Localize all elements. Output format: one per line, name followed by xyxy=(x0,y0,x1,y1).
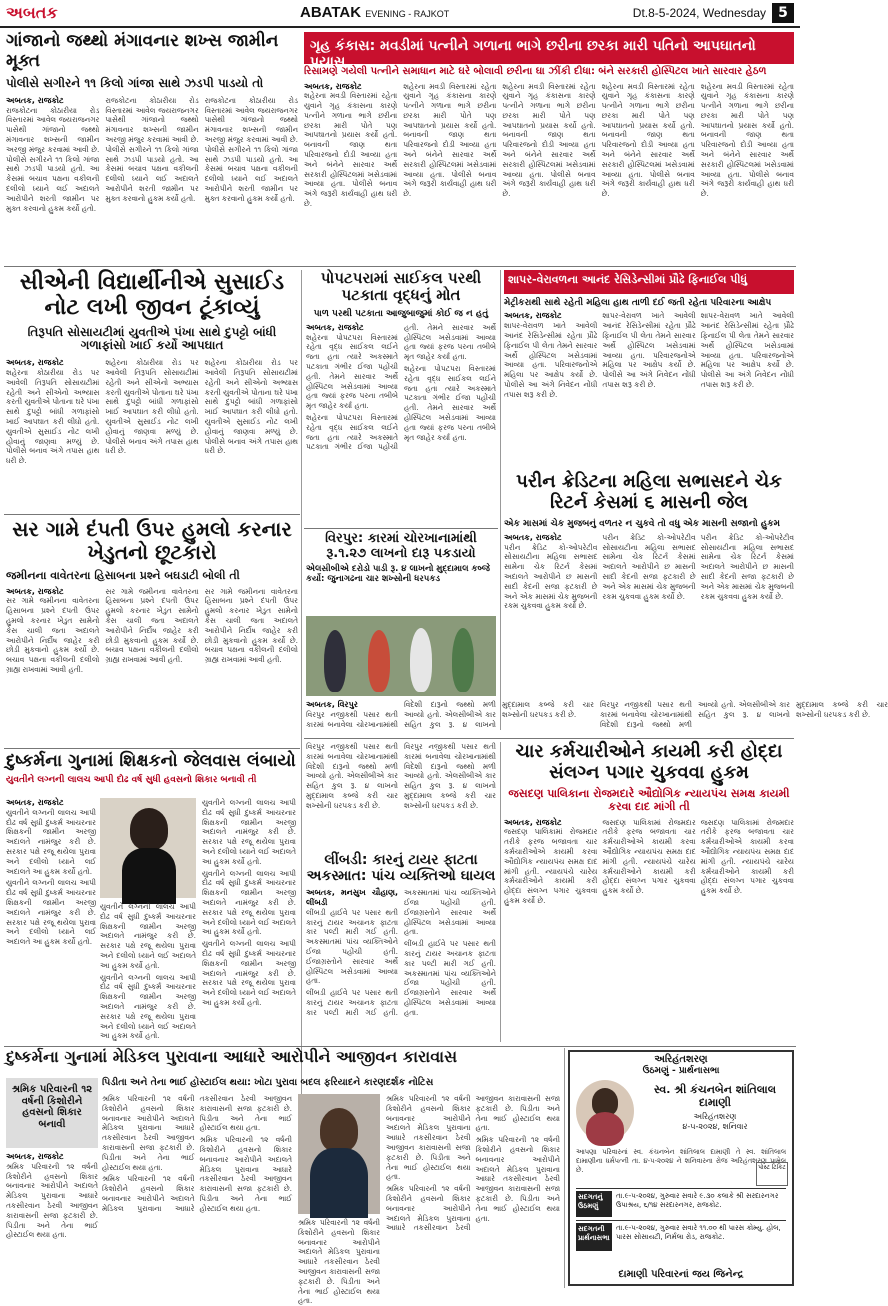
article-sar-village xyxy=(6,518,298,744)
deceased-name: સ્વ. શ્રી કંચનબેન શાંતિલાલ દામાણી xyxy=(653,1083,777,1109)
subheadline: એલસીબીએ દરોડો પાડી રૂ. ૪ લાખનો મુદ્દામાલ કબ્જે કર્યો: જુનાગઢના ચાર શખ્સોની ધરપકડ xyxy=(306,563,490,584)
status-label: અરિહંતશરણ xyxy=(693,1112,737,1122)
ad-footer: દામાણી પરિવારનાં જય જિનેન્દ્ર xyxy=(618,1268,744,1280)
article-body: અબતક, રાજકોટ જસદણ પાલિકામાં રોજમદાર તરીકે ફરજ બજાવતા ચાર કર્મચારીઓએ કાયમી કરવા ઔદ્યોગિક ન્યાયપંચ સમક્ષ દાદ માંગી હતી. ન્યાયપંચે ચારેય કર્મચારીઓને કાયમી કરી હોદ્દા સંલગ્ન પગાર ચુકવવા હુકમ કર્યો છે. જસદણ પાલિકામાં રોજમદાર તરીકે ફરજ બજાવતા ચાર કર્મચારીઓએ કાયમી કરવા ઔદ્યોગિક ન્યાયપંચ સમક્ષ દાદ માંગી હતી. ન્યાયપંચે ચારેય કર્મચારીઓને કાયમી કરી હોદ્દા સંલગ્ન પગાર ચુકવવા હુકમ કર્યો છે. જસદણ પાલિકામાં રોજમદાર તરીકે ફરજ બજાવતા ચાર કર્મચારીઓએ કાયમી કરવા ઔદ્યોગિક ન્યાયપંચ સમક્ષ દાદ માંગી હતી. ન્યાયપંચે ચારેય કર્મચારીઓને કાયમી કરી હોદ્દા સંલગ્ન પગાર ચુકવવા હુકમ કર્યો છે. xyxy=(504,817,794,906)
headline: ગાંજાનો જથ્થો મંગાવનાર શખ્સ જામીન મૂક્ત xyxy=(6,31,279,71)
prayer-details: તા.૯-૫-૨૦૨૪, ગુરુવાર સવારે ૧૧.૦૦ થી પારસ કોમ્યુ. હોલ, પારસ સોસાયટી, નિર્મલા રોડ, રાજકોટ. xyxy=(616,1224,781,1241)
subheadline: પાળ પરથી પટકાતા આજુબાજુમાં કોઈ જ ન હતું xyxy=(313,308,489,319)
article-body: અબતક, રાજકોટ યુવતીને લગ્નની લાલચ આપી દોઢ વર્ષ સુધી દુષ્કર્મ આચરનાર શિક્ષકની જામીન અરજી અદાલતે નામંજુર કરી છે. સરકાર પક્ષે રજૂ થયેલા પુરાવા અને દલીલો ધ્યાને લઈ અદાલતે આ હુકમ કર્યો હતો. યુવતીને લગ્નની લાલચ આપી દોઢ વર્ષ સુધી દુષ્કર્મ આચરનાર શિક્ષકની જામીન અરજી અદાલતે નામંજુર કરી છે. સરકાર પક્ષે રજૂ થયેલા પુરાવા અને દલીલો ધ્યાને લઈ અદાલતે આ હુકમ કર્યો હતો. xyxy=(6,798,96,947)
uthamnu-label: સદગતનું ઉઠમણું xyxy=(576,1191,612,1217)
subheadline: જસદણ પાલિકાના રોજમદારે ઔદ્યોગિક ન્યાયપંચ સમક્ષ કાયમી કરવા દાદ માંગી તી xyxy=(508,787,790,814)
kicker-box: શ્રમિક પરિવારની ૧૨ વર્ષની કિશોરીને હવસનો શિકાર બનાવી xyxy=(6,1078,98,1148)
subheadline: મેટ્રીકરાથી સાથે રહેતી મહિલા હાથ તાળી દઈ જતી રહેતા પરિવારના આક્ષેપ xyxy=(504,298,772,308)
article-life-sentence-headline xyxy=(6,1048,562,1074)
article-ca-student xyxy=(6,270,298,510)
masthead xyxy=(0,0,800,28)
byline: અબતક, રાજકોટ xyxy=(6,586,64,596)
headline: ચાર કર્મચારીઓને કાયમી કરી હોદ્દા સંલગ્ન પગાર ચુકવવા હુકમ xyxy=(515,741,783,783)
headline: દુષ્કર્મના ગુનામાં મેડિકલ પુરાવાના આધારે આરોપીને આજીવન કારાવાસ xyxy=(6,1047,458,1066)
article-cheque-return xyxy=(504,472,794,730)
article-body: અબતક, મનસુખ ચૌહાણ, લીંબડી લીંબડી હાઈવે પર પસાર થતી કારનું ટાયર અચાનક ફાટતા કાર પલ્ટી મારી ગઈ હતી. અકસ્માતમાં પાંચ વ્યક્તિઓને ઈજા પહોંચી હતી. ઈજાગ્રસ્તોને સારવાર અર્થે હોસ્પિટલ ખસેડવામાં આવ્યા હતા. લીંબડી હાઈવે પર પસાર થતી કારનું ટાયર અચાનક ફાટતા કાર પલ્ટી મારી ગઈ હતી. અકસ્માતમાં પાંચ વ્યક્તિઓને ઈજા પહોંચી હતી. ઈજાગ્રસ્તોને સારવાર અર્થે હોસ્પિટલ ખસેડવામાં આવ્યા હતા. લીંબડી હાઈવે પર પસાર થતી કારનું ટાયર અચાનક ફાટતા કાર પલ્ટી મારી ગઈ હતી. અકસ્માતમાં પાંચ વ્યક્તિઓને ઈજા પહોંચી હતી. ઈજાગ્રસ્તોને સારવાર અર્થે હોસ્પિટલ ખસેડવામાં આવ્યા હતા. xyxy=(306,888,496,1017)
headline: દુષ્કર્મના ગુનામાં શિક્ષકનો જેલવાસ લંબાયો xyxy=(6,751,296,771)
article-body: શ્રમિક પરિવારની ૧૨ વર્ષની કિશોરીને હવસનો શિકાર બનાવનાર આરોપીને અદાલતે મેડિકલ પુરાવાના આધારે તકસીરવાન ઠેરવી આજીવન કારાવાસની સજા ફટકારી છે. પિડીતા અને તેના ભાઈ હોસ્ટાઈલ થયા હતા. શ્રમિક પરિવારની ૧૨ વર્ષની કિશોરીને હવસનો શિકાર બનાવનાર આરોપીને અદાલતે મેડિકલ પુરાવાના આધારે તકસીરવાન ઠેરવી આજીવન કારાવાસની સજા ફટકારી છે. પિડીતા અને તેના ભાઈ હોસ્ટાઈલ થયા હતા. શ્રમિક પરિવારની ૧૨ વર્ષની કિશોરીને હવસનો શિકાર બનાવનાર આરોપીને અદાલતે મેડિકલ પુરાવાના આધારે તકસીરવાન ઠેરવી આજીવન કારાવાસની સજા ફટકારી છે. પિડીતા અને તેના ભાઈ હોસ્ટાઈલ થયા હતા. xyxy=(102,1094,292,1213)
article-teacher-custody: દુષ્કર્મના ગુનામાં શિક્ષકનો જેલવાસ લંબાયો યુવતીને લગ્નની લાલચ આપી દોઢ વર્ષ સુધી હવસનો શિકાર બનાવી તી અબતક, રાજકોટ યુવતીને લગ્નની લાલચ આપી દોઢ વર્ષ સુધી દુષ્કર્મ આચરનાર શિક્ષકની જામીન અરજી અદાલતે નામંજુર કરી છે. સરકાર પક્ષે રજૂ થયેલા પુરાવા અને દલીલો ધ્યાને લઈ અદાલતે આ હુકમ કર્યો હતો. યુવતીને લગ્નની લાલચ આપી દોઢ વર્ષ સુધી દુષ્કર્મ આચરનાર શિક્ષકની જામીન અરજી અદાલતે નામંજુર કરી છે. સરકાર પક્ષે રજૂ થયેલા પુરાવા અને દલીલો ધ્યાને લઈ અદાલતે આ હુકમ કર્યો હતો. યુવતીને લગ્નની લાલચ આપી દોઢ વર્ષ સુધી દુષ્કર્મ આચરનાર શિક્ષકની જામીન અરજી અદાલતે નામંજુર કરી છે. સરકાર પક્ષે રજૂ થયેલા પુરાવા અને દલીલો ધ્યાને લઈ અદાલતે આ હુકમ કર્યો હતો. યુવતીને લગ્નની લાલચ આપી દોઢ વર્ષ સુધી દુષ્કર્મ આચરનાર શિક્ષકની જામીન અરજી અદાલતે નામંજુર કરી છે. સરકાર પક્ષે રજૂ થયેલા પુરાવા અને દલીલો ધ્યાને લઈ અદાલતે આ હુકમ કર્યો હતો. યુવતીને લગ્નની લાલચ આપી દોઢ વર્ષ સુધી દુષ્કર્મ આચરનાર શિક્ષકની જામીન અરજી અદાલતે નામંજુર કરી છે. સરકાર પક્ષે રજૂ થયેલા પુરાવા અને દલીલો ધ્યાને લઈ અદાલતે આ હુકમ કર્યો હતો. યુવતીને લગ્નની લાલચ આપી દોઢ વર્ષ સુધી દુષ્કર્મ આચરનાર શિક્ષકની જામીન અરજી અદાલતે નામંજુર કરી છે. સરકાર પક્ષે રજૂ થયેલા પુરાવા અને દલીલો ધ્યાને લઈ અદાલતે આ હુકમ કર્યો હતો. યુવતીને લગ્નની લાલચ આપી દોઢ વર્ષ સુધી દુષ્કર્મ આચરનાર શિક્ષકની જામીન અરજી અદાલતે નામંજુર કરી છે. સરકાર પક્ષે રજૂ થયેલા પુરાવા અને દલીલો ધ્યાને લઈ અદાલતે આ હુકમ કર્યો હતો. xyxy=(6,751,296,1041)
subheadline: પિડીતા અને તેના ભાઈ હોસ્ટાઈલ થયા: ખોટા પુરાવા બદલ ફરિયાદને કારણદર્શક નોટિસ xyxy=(102,1077,434,1088)
subheadline: રિસામણે ગયેલી પત્નીને સમાધાન માટે ઘરે બોલાવી છરીના ઘા ઝીંકી દીધા: બંને સરકારી હોસ્પિટલ ખાતે સારવાર હેઠળ xyxy=(304,66,767,77)
ad-heading: અરિહંતશરણ xyxy=(654,1054,708,1065)
advocate-photo xyxy=(298,1094,380,1214)
headline: વિરપુર: કારમાં ચોરખાનામાંથી રૂ.૧.૨૭ લાખનો દારૂ પકડાયો xyxy=(325,531,477,561)
subheadline: એક માસમાં ચેક મુજબનું વળતર ન ચુકવે તો વધુ એક માસની સજાનો હુકમ xyxy=(504,519,781,530)
byline: અબતક, વિરપુર xyxy=(306,700,358,709)
article-limbdi-accident xyxy=(306,852,496,1042)
byline: અબતક, રાજકોટ xyxy=(6,798,64,807)
headline: સીએની વિદ્યાર્થીનીએ સુસાઈડ નોટ લખી જીવન ટૂંકાવ્યું xyxy=(19,270,285,321)
ad-subheading: ઉઠમણું - પ્રાર્થનાસભા xyxy=(642,1065,720,1076)
page-number: 5 xyxy=(772,3,794,23)
byline: અબતક, રાજકોટ xyxy=(304,81,362,91)
article-body: અબતક, રાજકોટ શહેરના પોપટપરા વિસ્તારમાં રહેતા વૃદ્ધ સાઈકલ લઈને જતા હતા ત્યારે અકસ્માતે પટકાતા ગંભીર ઈજા પહોંચી હતી. તેમને સારવાર અર્થે હોસ્પિટલ ખસેડવામાં આવ્યા હતા જ્યાં ફરજ પરના તબીબે મૃત જાહેર કર્યા હતા. શહેરના પોપટપરા વિસ્તારમાં રહેતા વૃદ્ધ સાઈકલ લઈને જતા હતા ત્યારે અકસ્માતે પટકાતા ગંભીર ઈજા પહોંચી હતી. તેમને સારવાર અર્થે હોસ્પિટલ ખસેડવામાં આવ્યા હતા જ્યાં ફરજ પરના તબીબે મૃત જાહેર કર્યા હતા. શહેરના પોપટપરા વિસ્તારમાં રહેતા વૃદ્ધ સાઈકલ લઈને જતા હતા ત્યારે અકસ્માતે પટકાતા ગંભીર ઈજા પહોંચી હતી. તેમને સારવાર અર્થે હોસ્પિટલ ખસેડવામાં આવ્યા હતા જ્યાં ફરજ પરના તબીબે મૃત જાહેર કર્યા હતા. xyxy=(306,322,496,452)
headline-bar xyxy=(504,270,794,294)
headline: સર ગામે દંપતી ઉપર હુમલો કરનાર ખેડુતનો છૂટકારો xyxy=(12,517,292,564)
ad-text: આપણા પરિવારનાં સ્વ. કંચનબેન શાંતિલાલ દામાણી તે સ્વ. શાંતિલાલ દામાણીના ધર્મપત્ની તા. ૪-૫-૨૦૨૪ ને શનિવારના રોજ અરિહંતશરણ પામેલ છે. xyxy=(576,1148,786,1174)
headline: પોપટપરામાં સાઈકલ પરથી પટકાતા વૃદ્ધનું મોત xyxy=(320,269,482,305)
paper-name: ABATAK EVENING - RAJKOT xyxy=(300,4,450,21)
subheadline: તિરૂપતિ સોસાયટીમાં યુવતીએ પંખા સાથે દુપટ્ટો બાંધી ગળાફાંસો ખાઈ કર્યો આપઘાત xyxy=(27,324,277,353)
article-body: અબતક, રાજકોટ રાજકોટના કોઠારીયા રોડ વિસ્તારમાં આવેલ જયરાજનગર પાસેથી ગાંજાનો જથ્થો મંગાવનાર શખ્સની જામીન અરજી મંજુર કરવામાં આવી છે. પોલીસે સગીરને ૧૧ કિલો ગાંજા સાથે ઝડપી પાડયો હતો. આ કેસમાં બચાવ પક્ષના વકીલની દલીલો ધ્યાને લઈ અદાલતે આરોપીને શરતી જામીન પર મુક્ત કરવાનો હુકમ કર્યો હતો. રાજકોટના કોઠારીયા રોડ વિસ્તારમાં આવેલ જયરાજનગર પાસેથી ગાંજાનો જથ્થો મંગાવનાર શખ્સની જામીન અરજી મંજુર કરવામાં આવી છે. પોલીસે સગીરને ૧૧ કિલો ગાંજા સાથે ઝડપી પાડયો હતો. આ કેસમાં બચાવ પક્ષના વકીલની દલીલો ધ્યાને લઈ અદાલતે આરોપીને શરતી જામીન પર મુક્ત કરવાનો હુકમ કર્યો હતો. રાજકોટના કોઠારીયા રોડ વિસ્તારમાં આવેલ જયરાજનગર પાસેથી ગાંજાનો જથ્થો મંગાવનાર શખ્સની જામીન અરજી મંજુર કરવામાં આવી છે. પોલીસે સગીરને ૧૧ કિલો ગાંજા સાથે ઝડપી પાડયો હતો. આ કેસમાં બચાવ પક્ષના વકીલની દલીલો ધ્યાને લઈ અદાલતે આરોપીને શરતી જામીન પર મુક્ત કરવાનો હુકમ કર્યો હતો. xyxy=(6,95,298,213)
article-shapar xyxy=(504,270,794,470)
prayer-label: સદગતની પ્રાર્થનાસભા xyxy=(576,1223,612,1251)
banner-headline: ગૃહ કંકાસ: મવડીમાં પત્નીને ગળાના ભાગે છરીના છરકા મારી પતિનો આપઘાતનો પ્રયાસ xyxy=(304,32,794,64)
article-popatpara xyxy=(306,270,496,526)
death-date: ૪-૫-૨૦૨૪, શનિવાર xyxy=(682,1122,748,1132)
postage-stamp: પોસ્ટ ટિકિટ xyxy=(756,1162,788,1186)
date-line: Dt.8-5-2024, Wednesday xyxy=(632,6,766,20)
byline: અબતક, રાજકોટ xyxy=(504,311,562,321)
byline: અબતક, રાજકોટ xyxy=(6,1152,64,1161)
byline: અબતક, રાજકોટ xyxy=(6,95,64,105)
portrait-photo xyxy=(576,1080,634,1142)
edition-label: EVENING - RAJKOT xyxy=(365,9,450,19)
lawyer-photo xyxy=(100,798,196,898)
byline: અબતક, રાજકોટ xyxy=(306,322,364,332)
article-body: અબતક, રાજકોટ શાપર-વેરાવળ ખાતે આવેલી આનંદ રેસિડેન્સીમાં રહેતા પ્રૌઢે ફિનાઈલ પી લેતા તેમને સારવાર અર્થે હોસ્પિટલ ખસેડવામાં આવ્યા હતા. પરિવારજનોએ મહિલા પર આક્ષેપ કર્યો છે. પોલીસે આ અંગે નિવેદન નોંધી તપાસ શરૂ કરી છે. શાપર-વેરાવળ ખાતે આવેલી આનંદ રેસિડેન્સીમાં રહેતા પ્રૌઢે ફિનાઈલ પી લેતા તેમને સારવાર અર્થે હોસ્પિટલ ખસેડવામાં આવ્યા હતા. પરિવારજનોએ મહિલા પર આક્ષેપ કર્યો છે. પોલીસે આ અંગે નિવેદન નોંધી તપાસ શરૂ કરી છે. શાપર-વેરાવળ ખાતે આવેલી આનંદ રેસિડેન્સીમાં રહેતા પ્રૌઢે ફિનાઈલ પી લેતા તેમને સારવાર અર્થે હોસ્પિટલ ખસેડવામાં આવ્યા હતા. પરિવારજનોએ મહિલા પર આક્ષેપ કર્યો છે. પોલીસે આ અંગે નિવેદન નોંધી તપાસ શરૂ કરી છે. xyxy=(504,311,794,399)
subheadline: જમીનના વાવેતરના હિસાબના પ્રશ્ને બઘડાટી બોલી તી xyxy=(6,569,240,582)
article-mavdi-attack xyxy=(304,66,794,264)
newspaper-logo: અબતક xyxy=(6,3,58,22)
article-body-continued: વિરપુર નજીકથી પસાર થતી કારમાં બનાવેલા ચોરખાનામાંથી વિદેશી દારૂનો જથ્થો મળી આવ્યો હતો. એલસીબીએ કાર સહિત કુલ રૂ. ૪ લાખનો મુદ્દામાલ કબ્જે કરી ચાર શખ્સોની ધરપકડ કરી છે. વિરપુર નજીકથી પસાર થતી કારમાં બનાવેલા ચોરખાનામાંથી વિદેશી દારૂનો જથ્થો મળી આવ્યો હતો. એલસીબીએ કાર સહિત કુલ રૂ. ૪ લાખનો મુદ્દામાલ કબ્જે કરી ચાર શખ્સોની ધરપકડ કરી છે. xyxy=(306,742,496,810)
article-life-sentence: પિડીતા અને તેના ભાઈ હોસ્ટાઈલ થયા: ખોટા પુરાવા બદલ ફરિયાદને કારણદર્શક નોટિસ શ્રમિક પરિવારની ૧૨ વર્ષની કિશોરીને હવસનો શિકાર બનાવનાર આરોપીને અદાલતે મેડિકલ પુરાવાના આધારે તકસીરવાન ઠેરવી આજીવન કારાવાસની સજા ફટકારી છે. પિડીતા અને તેના ભાઈ હોસ્ટાઈલ થયા હતા. શ્રમિક પરિવારની ૧૨ વર્ષની કિશોરીને હવસનો શિકાર બનાવનાર આરોપીને અદાલતે મેડિકલ પુરાવાના આધારે તકસીરવાન ઠેરવી આજીવન કારાવાસની સજા ફટકારી છે. પિડીતા અને તેના ભાઈ હોસ્ટાઈલ થયા હતા. શ્રમિક પરિવારની ૧૨ વર્ષની કિશોરીને હવસનો શિકાર બનાવનાર આરોપીને અદાલતે મેડિકલ પુરાવાના આધારે તકસીરવાન ઠેરવી આજીવન કારાવાસની સજા ફટકારી છે. પિડીતા અને તેના ભાઈ હોસ્ટાઈલ થયા હતા. શ્રમિક પરિવારની ૧૨ વર્ષની કિશોરીને હવસનો શિકાર બનાવનાર આરોપીને અદાલતે મેડિકલ પુરાવાના આધારે તકસીરવાન ઠેરવી આજીવન કારાવાસની સજા ફટકારી છે. પિડીતા અને તેના ભાઈ હોસ્ટાઈલ થયા હતા. શ્રમિક પરિવારની ૧૨ વર્ષની કિશોરીને હવસનો શિકાર બનાવનાર આરોપીને અદાલતે મેડિકલ પુરાવાના આધારે તકસીરવાન ઠેરવી આજીવન કારાવાસની સજા ફટકારી છે. પિડીતા અને તેના ભાઈ હોસ્ટાઈલ થયા હતા. શ્રમિક પરિવારની ૧૨ વર્ષની કિશોરીને હવસનો શિકાર બનાવનાર આરોપીને અદાલતે મેડિકલ પુરાવાના આધારે તકસીરવાન ઠેરવી આજીવન કારાવાસની સજા ફટકારી છે. પિડીતા અને તેના ભાઈ હોસ્ટાઈલ થયા હતા. શ્રમિક પરિવારની ૧૨ વર્ષની કિશોરીને હવસનો શિકાર બનાવનાર આરોપીને અદાલતે મેડિકલ પુરાવાના આધારે તકસીરવાન ઠેરવી આજીવન કારાવાસની સજા ફટકારી છે. પિડીતા અને તેના ભાઈ હોસ્ટાઈલ થયા હતા. xyxy=(102,1077,560,1306)
article-life-sentence-side xyxy=(6,1078,98,1288)
arrest-photo xyxy=(306,616,496,696)
byline: અબતક, મનસુખ ચૌહાણ, લીંબડી xyxy=(306,888,398,907)
article-body: અબતક, રાજકોટ શહેરના મવડી વિસ્તારમાં રહેતા યુવાને ગૃહ કંકાસના કારણે પત્નીને ગળાના ભાગે છરીના છરકા મારી પોતે પણ આપઘાતનો પ્રયાસ કર્યો હતો. બનાવની જાણ થતા પરિવારજનો દોડી આવ્યા હતા અને બંનેને સારવાર અર્થે સરકારી હોસ્પિટલમાં ખસેડવામાં આવ્યા હતા. પોલીસે બનાવ અંગે જરૂરી કાર્યવાહી હાથ ધરી છે. શહેરના મવડી વિસ્તારમાં રહેતા યુવાને ગૃહ કંકાસના કારણે પત્નીને ગળાના ભાગે છરીના છરકા મારી પોતે પણ આપઘાતનો પ્રયાસ કર્યો હતો. બનાવની જાણ થતા પરિવારજનો દોડી આવ્યા હતા અને બંનેને સારવાર અર્થે સરકારી હોસ્પિટલમાં ખસેડવામાં આવ્યા હતા. પોલીસે બનાવ અંગે જરૂરી કાર્યવાહી હાથ ધરી છે. શહેરના મવડી વિસ્તારમાં રહેતા યુવાને ગૃહ કંકાસના કારણે પત્નીને ગળાના ભાગે છરીના છરકા મારી પોતે પણ આપઘાતનો પ્રયાસ કર્યો હતો. બનાવની જાણ થતા પરિવારજનો દોડી આવ્યા હતા અને બંનેને સારવાર અર્થે સરકારી હોસ્પિટલમાં ખસેડવામાં આવ્યા હતા. પોલીસે બનાવ અંગે જરૂરી કાર્યવાહી હાથ ધરી છે. શહેરના મવડી વિસ્તારમાં રહેતા યુવાને ગૃહ કંકાસના કારણે પત્નીને ગળાના ભાગે છરીના છરકા મારી પોતે પણ આપઘાતનો પ્રયાસ કર્યો હતો. બનાવની જાણ થતા પરિવારજનો દોડી આવ્યા હતા અને બંનેને સારવાર અર્થે સરકારી હોસ્પિટલમાં ખસેડવામાં આવ્યા હતા. પોલીસે બનાવ અંગે જરૂરી કાર્યવાહી હાથ ધરી છે. શહેરના મવડી વિસ્તારમાં રહેતા યુવાને ગૃહ કંકાસના કારણે પત્નીને ગળાના ભાગે છરીના છરકા મારી પોતે પણ આપઘાતનો પ્રયાસ કર્યો હતો. બનાવની જાણ થતા પરિવારજનો દોડી આવ્યા હતા અને બંનેને સારવાર અર્થે સરકારી હોસ્પિટલમાં ખસેડવામાં આવ્યા હતા. પોલીસે બનાવ અંગે જરૂરી કાર્યવાહી હાથ ધરી છે. xyxy=(304,81,794,209)
article-body: અબતક, રાજકોટ શ્રમિક પરિવારની ૧૨ વર્ષની કિશોરીને હવસનો શિકાર બનાવનાર આરોપીને અદાલતે મેડિકલ પુરાવાના આધારે તકસીરવાન ઠેરવી આજીવન કારાવાસની સજા ફટકારી છે. પિડીતા અને તેના ભાઈ હોસ્ટાઈલ થયા હતા. xyxy=(6,1152,98,1240)
article-body: અબતક, રાજકોટ સર ગામે જમીનના વાવેતરના હિસાબના પ્રશ્ને દંપતી ઉપર હુમલો કરનાર ખેડુત સામેનો કેસ ચાલી જતા અદાલતે આરોપીને નિર્દોષ જાહેર કરી છોડી મુકવાનો હુકમ કર્યો છે. બચાવ પક્ષના વકીલની દલીલો ગ્રાહ્ય રાખવામાં આવી હતી. સર ગામે જમીનના વાવેતરના હિસાબના પ્રશ્ને દંપતી ઉપર હુમલો કરનાર ખેડુત સામેનો કેસ ચાલી જતા અદાલતે આરોપીને નિર્દોષ જાહેર કરી છોડી મુકવાનો હુકમ કર્યો છે. બચાવ પક્ષના વકીલની દલીલો ગ્રાહ્ય રાખવામાં આવી હતી. સર ગામે જમીનના વાવેતરના હિસાબના પ્રશ્ને દંપતી ઉપર હુમલો કરનાર ખેડુત સામેનો કેસ ચાલી જતા અદાલતે આરોપીને નિર્દોષ જાહેર કરી છોડી મુકવાનો હુકમ કર્યો છે. બચાવ પક્ષના વકીલની દલીલો ગ્રાહ્ય રાખવામાં આવી હતી. xyxy=(6,586,298,675)
article-jasdan-workers xyxy=(504,742,794,1042)
byline: અબતક, રાજકોટ xyxy=(504,532,562,542)
obituary-ad xyxy=(568,1050,794,1286)
headline: શાપર-વેરાવળના આનંદ રેસિડેન્સીમાં પ્રૌઢે ફિનાઈલ પીધું xyxy=(508,273,748,286)
article-body: અબતક, રાજકોટ શહેરના કોઠારીયા રોડ પર આવેલી તિરૂપતિ સોસાયટીમાં રહેતી અને સીએનો અભ્યાસ કરતી યુવતીએ પોતાના ઘરે પંખા સાથે દુપટ્ટો બાંધી ગળાફાંસો ખાઈ આપઘાત કરી લીધો હતો. યુવતીએ સુસાઈડ નોટ લખી હોવાનું જાણવા મળ્યું છે. પોલીસે બનાવ અંગે તપાસ હાથ ધરી છે. શહેરના કોઠારીયા રોડ પર આવેલી તિરૂપતિ સોસાયટીમાં રહેતી અને સીએનો અભ્યાસ કરતી યુવતીએ પોતાના ઘરે પંખા સાથે દુપટ્ટો બાંધી ગળાફાંસો ખાઈ આપઘાત કરી લીધો હતો. યુવતીએ સુસાઈડ નોટ લખી હોવાનું જાણવા મળ્યું છે. પોલીસે બનાવ અંગે તપાસ હાથ ધરી છે. શહેરના કોઠારીયા રોડ પર આવેલી તિરૂપતિ સોસાયટીમાં રહેતી અને સીએનો અભ્યાસ કરતી યુવતીએ પોતાના ઘરે પંખા સાથે દુપટ્ટો બાંધી ગળાફાંસો ખાઈ આપઘાત કરી લીધો હતો. યુવતીએ સુસાઈડ નોટ લખી હોવાનું જાણવા મળ્યું છે. પોલીસે બનાવ અંગે તપાસ હાથ ધરી છે. xyxy=(6,358,298,466)
article-body: અબતક, રાજકોટ પરીન ક્રેડિટ કો-ઓપરેટીવ સોસાયટીના મહિલા સભાસદ સામેના ચેક રિટર્ન કેસમાં અદાલતે આરોપીને છ માસની સાદી કેદની સજા ફટકારી છે અને એક માસમાં ચેક મુજબની રકમ ચુકવવા હુકમ કર્યો છે. પરીન ક્રેડિટ કો-ઓપરેટીવ સોસાયટીના મહિલા સભાસદ સામેના ચેક રિટર્ન કેસમાં અદાલતે આરોપીને છ માસની સાદી કેદની સજા ફટકારી છે અને એક માસમાં ચેક મુજબની રકમ ચુકવવા હુકમ કર્યો છે. પરીન ક્રેડિટ કો-ઓપરેટીવ સોસાયટીના મહિલા સભાસદ સામેના ચેક રિટર્ન કેસમાં અદાલતે આરોપીને છ માસની સાદી કેદની સજા ફટકારી છે અને એક માસમાં ચેક મુજબની રકમ ચુકવવા હુકમ કર્યો છે. xyxy=(504,532,794,611)
byline: અબતક, રાજકોટ xyxy=(504,817,562,827)
subheadline: યુવતીને લગ્નની લાલચ આપી દોઢ વર્ષ સુધી હવસનો શિકાર બનાવી તી xyxy=(6,774,257,785)
uthamnu-details: તા.૯-૫-૨૦૨૪, ગુરુવાર સવારે ૯.૩૦ કલાકે શ્રી સરદારનગર ઉપાશ્રય, ૬/૧૪ સરદારનગર, રાજકોટ. xyxy=(616,1192,779,1209)
article-body: અબતક, વિરપુર વિરપુર નજીકથી પસાર થતી કારમાં બનાવેલા ચોરખાનામાંથી વિદેશી દારૂનો જથ્થો મળી આવ્યો હતો. એલસીબીએ કાર સહિત કુલ રૂ. ૪ લાખનો મુદ્દામાલ કબ્જે કરી ચાર શખ્સોની ધરપકડ કરી છે. વિરપુર નજીકથી પસાર થતી કારમાં બનાવેલા ચોરખાનામાંથી વિદેશી દારૂનો જથ્થો મળી આવ્યો હતો. એલસીબીએ કાર સહિત કુલ રૂ. ૪ લાખનો મુદ્દામાલ કબ્જે કરી ચાર શખ્સોની ધરપકડ કરી છે. xyxy=(306,700,888,729)
headline: પરીન ક્રેડિટના મહિલા સભાસદને ચેક રિટર્ન કેસમાં ૬ માસની જેલ xyxy=(516,471,782,513)
subheadline: પોલીસે સગીરને ૧૧ કિલો ગાંજા સાથે ઝડપી પાડયો તો xyxy=(6,76,264,91)
article-ganja-bail xyxy=(6,32,298,262)
headline: લીંબડી: કારનું ટાયર ફાટતા અકસ્માત: પાંચ વ્યક્તિઓ ઘાયલ xyxy=(306,852,496,885)
byline: અબતક, રાજકોટ xyxy=(6,358,64,368)
